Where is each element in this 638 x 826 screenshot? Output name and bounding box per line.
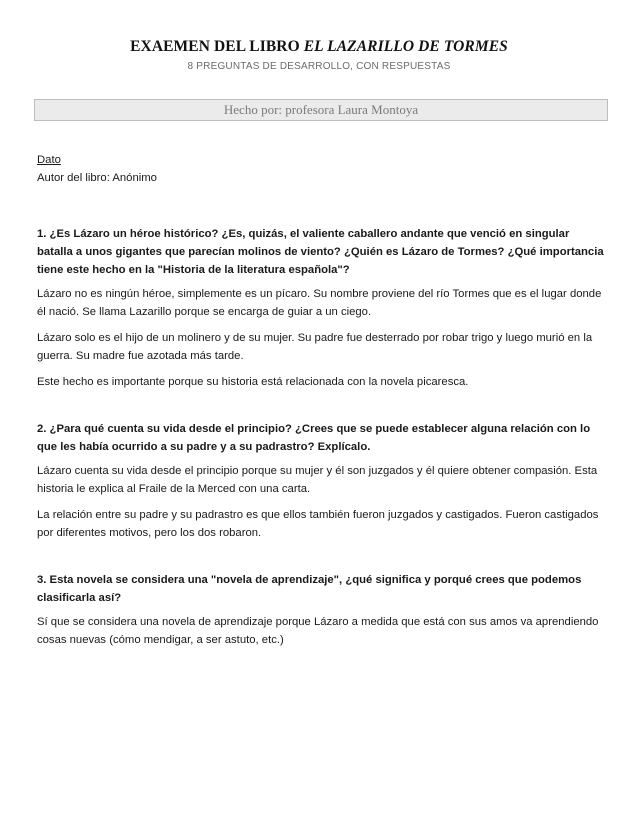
answer-2-paragraph-2: La relación entre su padre y su padrastro es que ellos también fueron juzgados y castigados. Fueron castigados por diferentes motivos, pero los dos robaron. xyxy=(37,509,599,539)
document-title xyxy=(0,38,638,56)
dato-label: Dato xyxy=(37,154,61,166)
answer-2-paragraph-1: Lázaro cuenta su vida desde el principio porque su mujer y él son juzgados y él quiere obtener compasión. Esta historia le explica al Fraile de la Merced con una carta. xyxy=(37,465,598,495)
document-body xyxy=(37,151,605,649)
title-prefix: EXAEMEN DEL LIBRO xyxy=(130,38,304,55)
author-box: Hecho por: profesora Laura Montoya xyxy=(34,99,608,121)
title-book-name: EL LAZARILLO DE TORMES xyxy=(303,38,508,55)
answer-1-paragraph-1: Lázaro no es ningún héroe, simplemente es un pícaro. Su nombre proviene del río Tormes que es el lugar donde él nació. Se llama Lazarillo porque se encarga de guiar a un ciego. xyxy=(37,288,602,318)
answer-1-paragraph-3: Este hecho es importante porque su historia está relacionada con la novela picaresca. xyxy=(37,376,469,388)
question-1: 1. ¿Es Lázaro un héroe histórico? ¿Es, quizás, el valiente caballero andante que venció en singular batalla a unos gigantes que parecían molinos de viento? ¿Quién es Lázaro de Tormes? ¿Qué importancia tiene este hecho en la "Historia de la literatura española"? xyxy=(37,228,604,276)
answer-3-paragraph-1: Sí que se considera una novela de aprendizaje porque Lázaro a medida que está con sus amos va aprendiendo cosas nuevas (cómo mendigar, a ser astuto, etc.) xyxy=(37,616,599,646)
question-2: 2. ¿Para qué cuenta su vida desde el principio? ¿Crees que se puede establecer alguna relación con lo que les había ocurrido a su padre y a su padrastro? Explícalo. xyxy=(37,423,591,453)
dato-value: Autor del libro: Anónimo xyxy=(37,172,157,184)
answer-1-paragraph-2: Lázaro solo es el hijo de un molinero y de su mujer. Su padre fue desterrado por robar trigo y luego murió en la guerra. Su madre fue azotada más tarde. xyxy=(37,332,593,362)
document-header xyxy=(0,38,638,72)
document-subtitle: 8 PREGUNTAS DE DESARROLLO, CON RESPUESTAS xyxy=(187,61,451,72)
question-3: 3. Esta novela se considera una "novela de aprendizaje", ¿qué significa y porqué crees que podemos clasificarla así? xyxy=(37,574,582,604)
